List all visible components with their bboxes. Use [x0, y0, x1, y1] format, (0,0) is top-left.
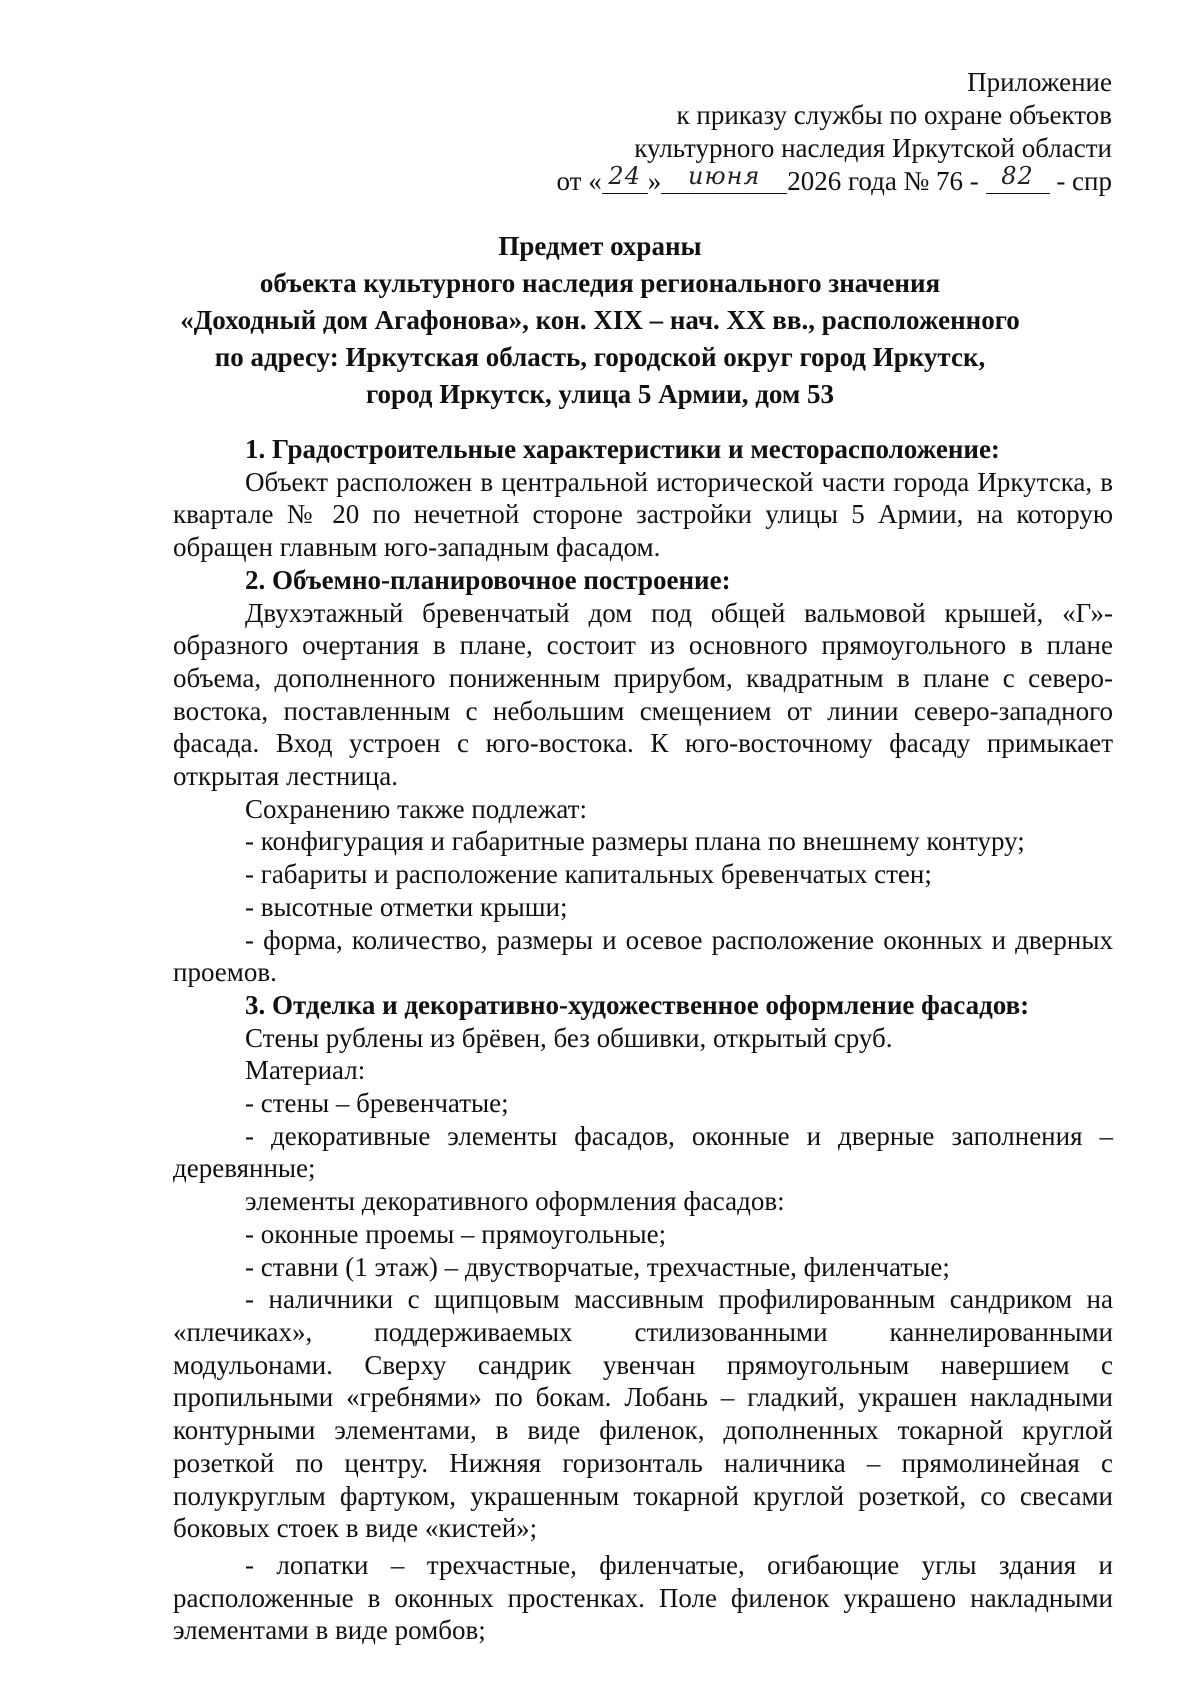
number-blank [986, 162, 1050, 194]
section-3-material: Материал: [245, 1055, 366, 1086]
section-3-item-5: - наличники с щипцовым массивным профилированным сандриком на «плечиках», поддерживаемых стилизованными каннелированными модульонами. Сверху сандрик увенчан прямоугольным навершием с пропильными «гребнями» по бокам. Лобань – гладкий, украшен накладными контурными элементами, в виде филенок, дополненных токарной круглой розеткой по центру. Нижняя горизонталь наличника – прямолинейная с полукруглым фартуком, украшенным токарной круглой розеткой, со свесами боковых стоек в виде «кистей»; [173, 1284, 1113, 1544]
month-handwritten: июня [688, 162, 761, 190]
section-3-item-1: - стены – бревенчатые; [245, 1088, 509, 1119]
section-1-text: Объект расположен в центральной исторической части города Иркутска, в квартале № 20 по нечетной стороне застройки улицы 5 Армии, на которую обращен главным юго-западным фасадом. [173, 466, 1113, 563]
appendix-line-2: к приказу службы по охране объектов [676, 100, 1112, 130]
section-3-item-2: - декоративные элементы фасадов, оконные и дверные заполнения – деревянные; [173, 1120, 1113, 1184]
quote-close: » [647, 166, 662, 196]
title-line-4: по адресу: Иркутская область, городской округ город Иркутск, [214, 342, 986, 372]
section-3-decor: элементы декоративного оформления фасадов: [245, 1186, 785, 1217]
number-handwritten: 82 [1001, 162, 1034, 190]
section-2-item-2: - габариты и расположение капитальных бревенчатых стен; [245, 859, 932, 890]
day-blank [602, 162, 648, 194]
section-3-item-4: - ставни (1 этаж) – двустворчатые, трехчастные, филенчатые; [245, 1251, 950, 1282]
section-2-item-1: - конфигурация и габаритные размеры плана по внешнему контуру; [245, 826, 1025, 857]
section-2-keep: Сохранению также подлежат: [245, 793, 587, 824]
section-3-item-6: - лопатки – трехчастные, филенчатые, огибающие углы здания и расположенные в оконных простенках. Поле филенок украшено накладными элементами в виде ромбов; [173, 1549, 1113, 1646]
section-2-text: Двухэтажный бревенчатый дом под общей вальмовой крышей, «Г»- образного очертания в плане, состоит из основного прямоугольного в плане объема, дополненного пониженным прирубом, квадратным в плане с северо-востока, поставленным с небольшим смещением от линии северо-западного фасада. Вход устроен с юго-востока. К юго-восточному фасаду примыкает открытая лестница. [173, 597, 1113, 792]
title-line-1: Предмет охраны [498, 231, 702, 261]
title-line-5: город Иркутск, улица 5 Армии, дом 53 [365, 379, 835, 409]
section-1-heading: 1. Градостроительные характеристики и месторасположение: [245, 434, 1000, 464]
number-suffix: - спр [1056, 166, 1112, 196]
section-3-text: Стены рублены из брёвен, без обшивки, открытый сруб. [245, 1022, 893, 1053]
title-line-2: объекта культурного наследия регионального значения [259, 268, 941, 298]
appendix-header [557, 66, 1113, 198]
appendix-line-3: культурного наследия Иркутской области [634, 133, 1112, 163]
order-date-line [556, 162, 1113, 198]
title-line-3: «Доходный дом Агафонова», кон. XIX – нач. XX вв., расположенного [180, 305, 1020, 335]
appendix-line-1: Приложение [967, 67, 1112, 97]
document-body [173, 433, 1113, 1647]
document-title [0, 228, 1200, 413]
section-3-item-3: - оконные проемы – прямоугольные; [245, 1218, 667, 1249]
date-prefix: от « [556, 166, 602, 196]
section-2-item-3: - высотные отметки крыши; [245, 891, 568, 922]
section-3-heading: 3. Отделка и декоративно-художественное оформление фасадов: [245, 989, 1030, 1020]
day-handwritten: 24 [608, 162, 641, 190]
month-blank [661, 162, 787, 194]
section-2-heading: 2. Объемно-планировочное построение: [245, 564, 731, 595]
year-number-text: 2026 года № 76 - [787, 166, 979, 196]
section-2-item-4: - форма, количество, размеры и осевое расположение оконных и дверных проемов. [173, 924, 1113, 988]
